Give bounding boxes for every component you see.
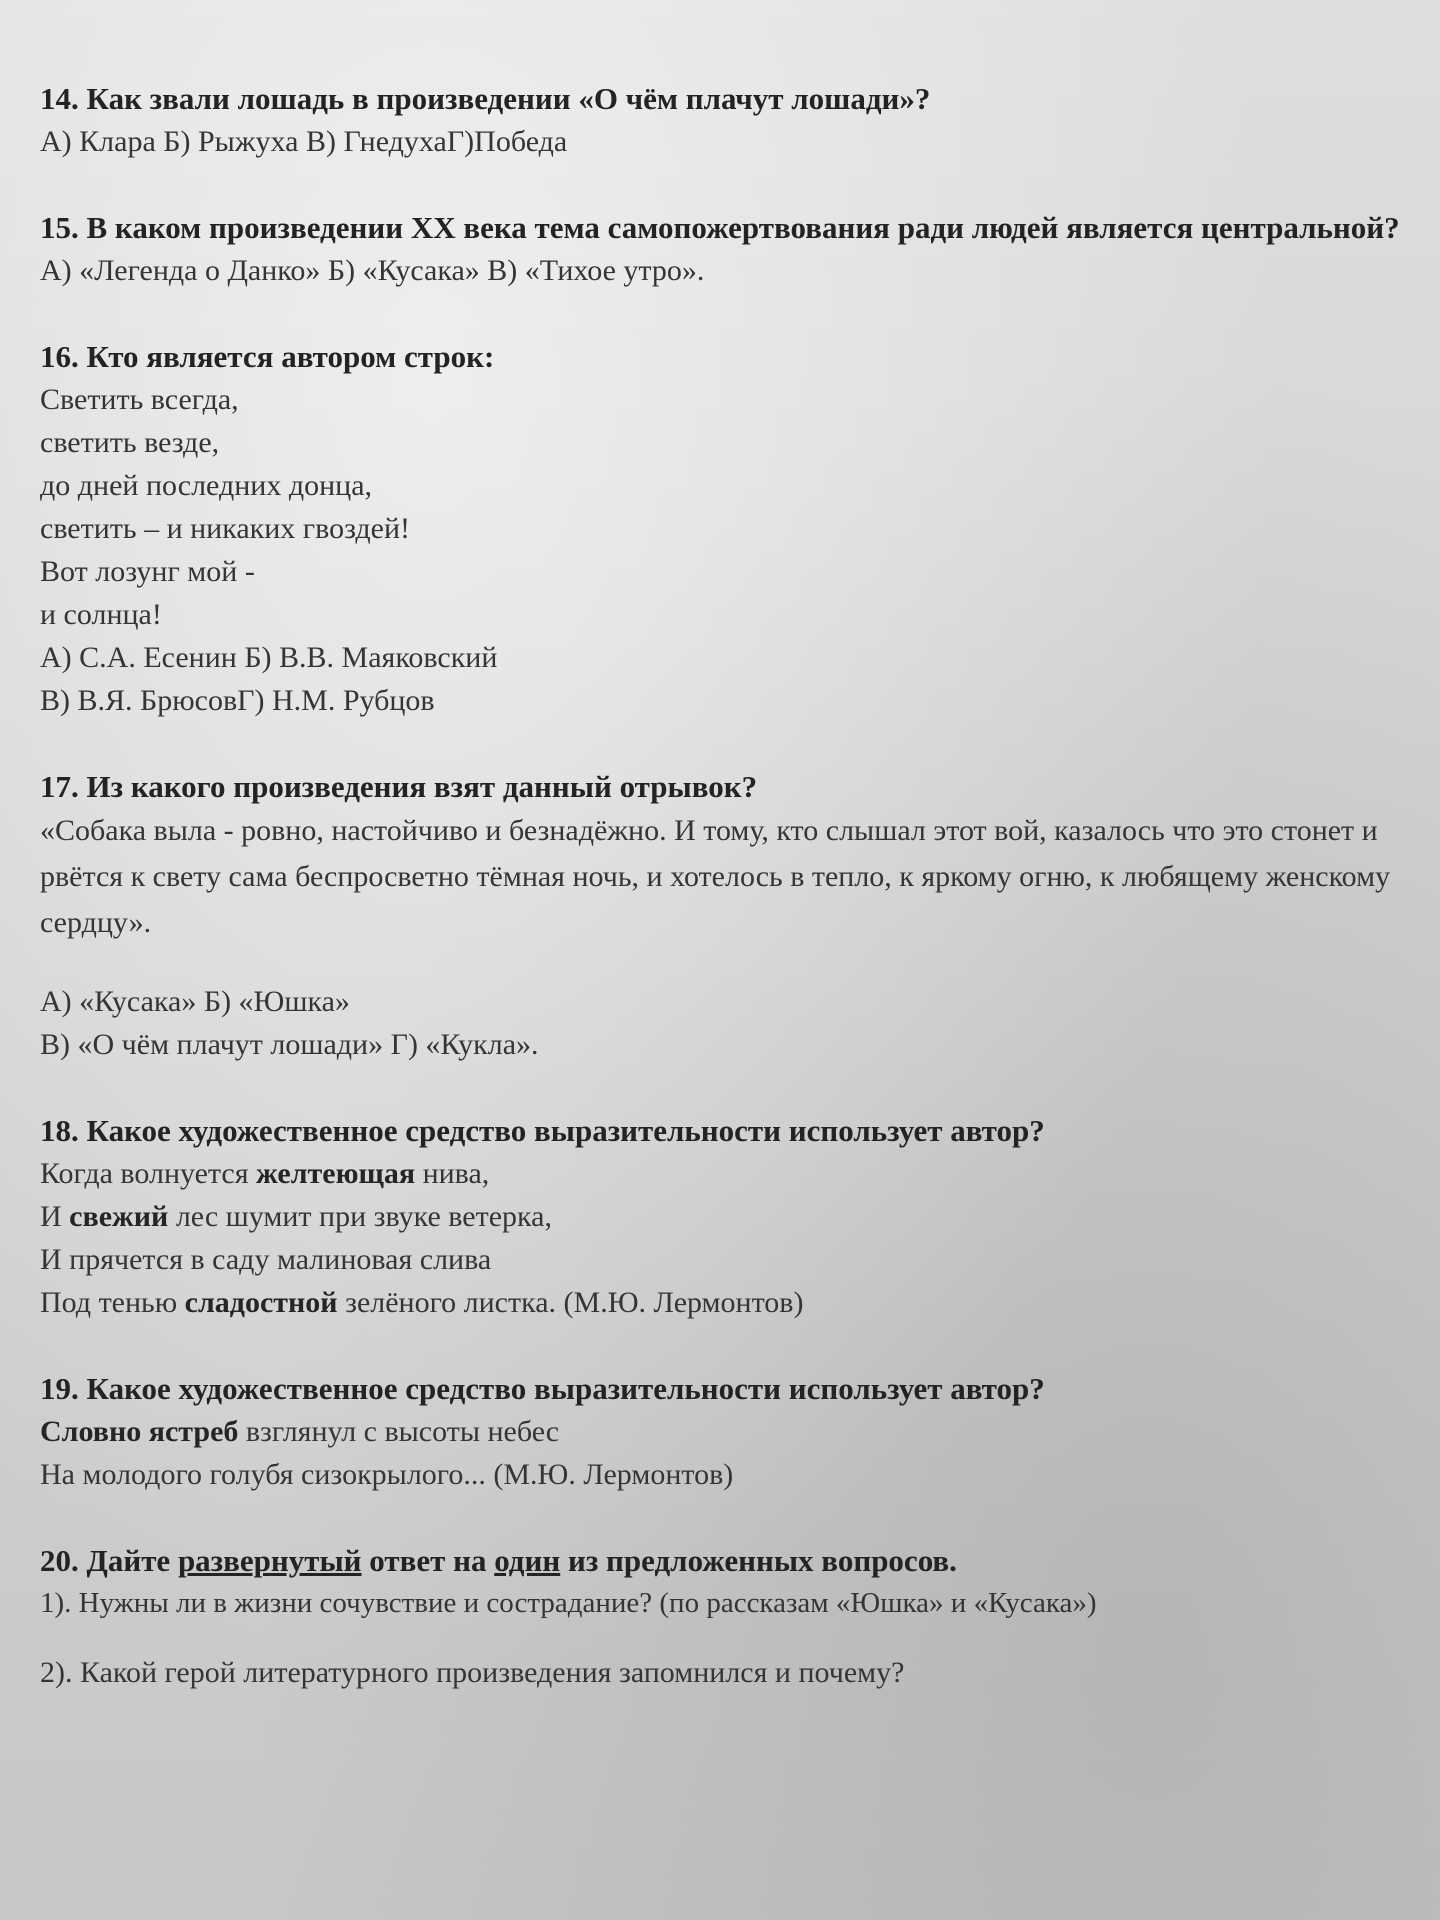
underlined-word: развернутый [177,1543,362,1578]
poem-line: На молодого голубя сизокрылого... (М.Ю. Лермонтов) [40,1458,734,1491]
question-16-options-2: В) В.Я. БрюсовГ) Н.М. Рубцов [40,684,435,717]
question-15-options: А) «Легенда о Данко» Б) «Кусака» В) «Тихое утро». [40,254,705,287]
poem-line [40,1195,1420,1238]
question-17 [40,766,1420,1066]
question-20 [40,1540,1420,1694]
poem-line: и солнца! [40,598,162,631]
poem-line: Вот лозунг мой - [40,555,255,588]
question-18 [40,1110,1420,1324]
poem-text: лес шумит при звуке ветерка, [168,1200,552,1233]
highlighted-word: сладостной [184,1286,338,1319]
poem-line: Светить всегда, [40,383,239,416]
question-19-title: 19. Какое художественное средство выразительности использует автор? [40,1371,1045,1406]
highlighted-word: свежий [69,1200,169,1233]
question-20-item-1: 1). Нужны ли в жизни сочувствие и сострадание? (по рассказам «Юшка» и «Кусака») [40,1587,1097,1619]
question-17-options-1: А) «Кусака» Б) «Юшка» [40,985,350,1018]
question-17-options-2: В) «О чём плачут лошади» Г) «Кукла». [40,1028,539,1061]
poem-line: И прячется в саду малиновая слива [40,1243,492,1276]
highlighted-word: желтеющая [256,1157,416,1190]
question-14-options: А) Клара Б) Рыжуха В) ГнедухаГ)Победа [40,125,568,158]
poem-line [40,1281,1420,1324]
question-15 [40,207,1420,292]
question-14-title: 14. Как звали лошадь в произведении «О чём плачут лошади»? [40,81,931,116]
poem-line [40,1152,1420,1195]
title-text: ответ на [361,1543,495,1578]
question-20-title [40,1540,1420,1582]
poem-line: светить – и никаких гвоздей! [40,512,411,545]
question-16-options-1: А) С.А. Есенин Б) В.В. Маяковский [40,641,498,674]
question-17-passage: «Собака выла - ровно, настойчиво и безнадёжно. И тому, кто слышал этот вой, казалось что это стонет и рвётся к свету сама беспросветно тёмная ночь, и хотелось в тепло, к яркому огню, к любящему женскому сердцу». [40,814,1391,939]
poem-text: Когда волнуется [40,1157,257,1190]
question-16 [40,336,1420,722]
poem-line: до дней последних донца, [40,469,373,502]
highlighted-phrase: Словно ястреб [40,1415,239,1448]
question-14 [40,78,1420,163]
question-17-title: 17. Из какого произведения взят данный отрывок? [40,769,758,804]
spacer [40,1625,1420,1651]
poem-line [40,1410,1420,1453]
poem-text: зелёного листка. (М.Ю. Лермонтов) [337,1286,804,1319]
question-15-title: 15. В каком произведении XX века тема самопожертвования ради людей является центральной? [40,210,1400,245]
question-20-item-2: 2). Какой герой литературного произведения запомнился и почему? [40,1656,905,1689]
poem-text: Под тенью [40,1286,185,1319]
title-text: 20. Дайте [40,1543,178,1578]
poem-text: И [40,1200,70,1233]
underlined-word: один [494,1543,561,1578]
poem-text: взглянул с высоты небес [238,1415,560,1448]
poem-text: нива, [415,1157,490,1190]
question-16-title: 16. Кто является автором строк: [40,339,495,374]
question-18-title: 18. Какое художественное средство выразительности использует автор? [40,1113,1045,1148]
poem-line: светить везде, [40,426,220,459]
title-text: из предложенных вопросов. [560,1543,957,1578]
question-19 [40,1368,1420,1496]
